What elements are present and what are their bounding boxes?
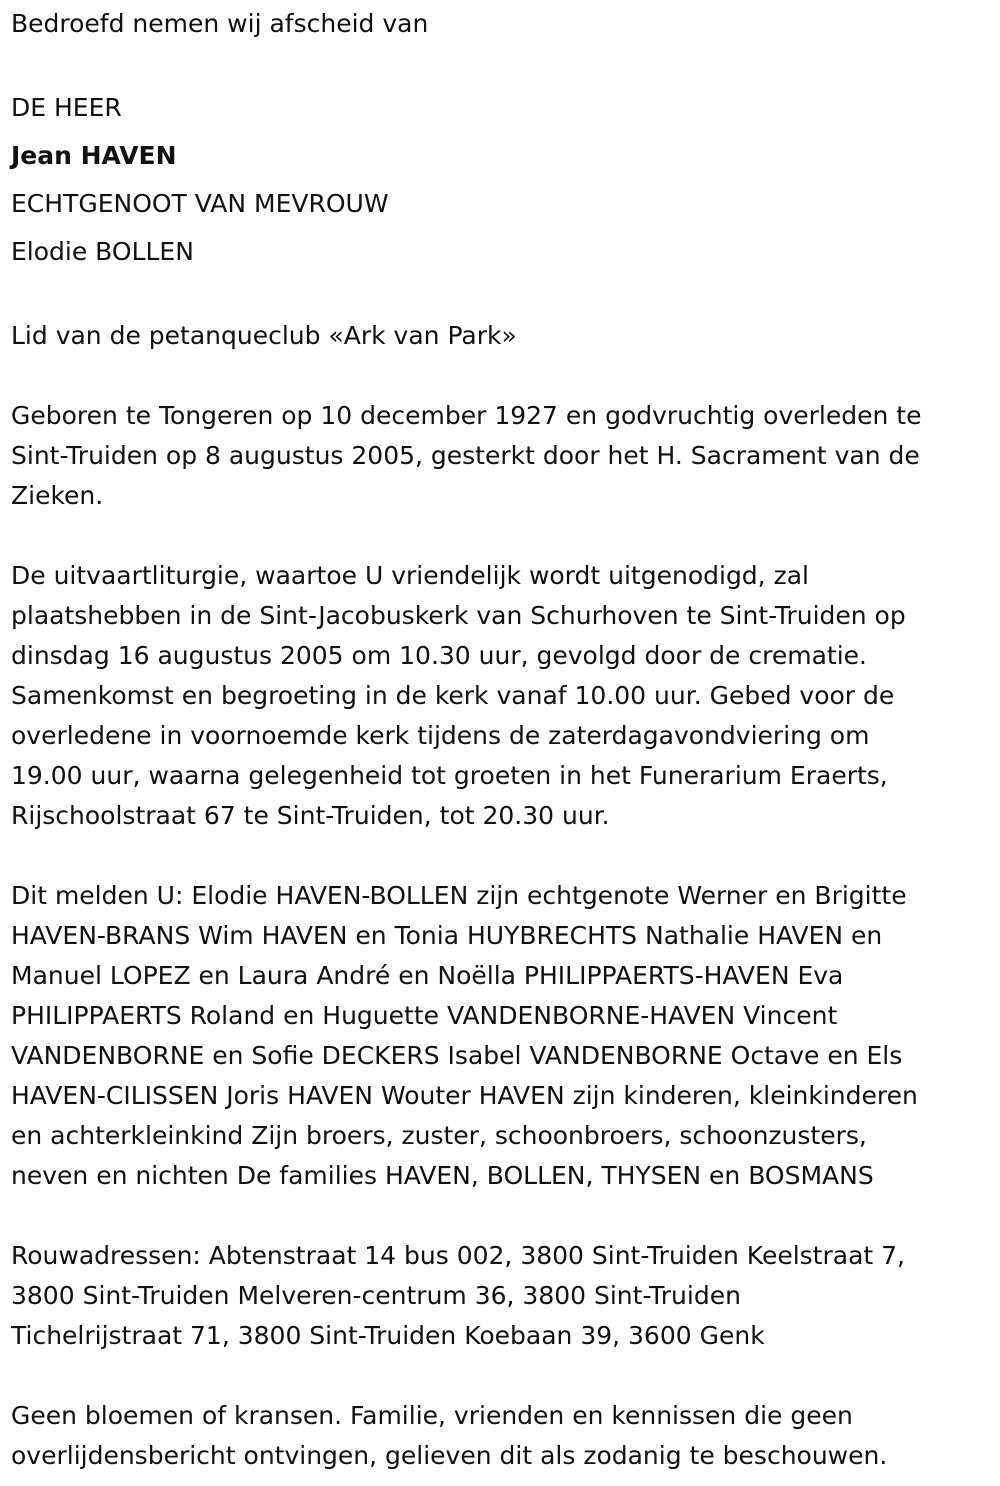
funeral-paragraph: De uitvaartliturgie, waartoe U vriendelijk wordt uitgenodigd, zal plaatshebben in de Sint-Jacobuskerk van Schurhoven te Sint-Truiden op dinsdag 16 augustus 2005 om 10.30 uur, gevolgd door de crematie. Samenkomst en begroeting in de kerk vanaf 10.00 uur. Gebed voor de overledene in voornoemde kerk tijdens de zaterdagavondviering om 19.00 uur, waarna gelegenheid tot groeten in het Funerarium Eraerts, Rijschoolstraat 67 te Sint-Truiden, tot 20.30 uur. — [11, 561, 906, 830]
addresses-paragraph: Rouwadressen: Abtenstraat 14 bus 002, 3800 Sint-Truiden Keelstraat 7, 3800 Sint-Truiden Melveren-centrum 36, 3800 Sint-Truiden Tichelrijstraat 71, 3800 Sint-Truiden Koebaan 39, 3600 Genk — [11, 1241, 905, 1350]
intro-text: Bedroefd nemen wij afscheid van — [11, 9, 429, 38]
deceased-name: Jean HAVEN — [11, 141, 177, 170]
honorific-title: DE HEER — [11, 93, 122, 122]
club-membership: Lid van de petanqueclub «Ark van Park» — [11, 321, 517, 350]
spouse-relation: ECHTGENOOT VAN MEVROUW — [11, 189, 389, 218]
closing-paragraph: Geen bloemen of kransen. Familie, vrienden en kennissen die geen overlijdensbericht ontvingen, gelieven dit als zodanig te beschouwen. — [11, 1401, 888, 1470]
birth-death-paragraph: Geboren te Tongeren op 10 december 1927 en godvruchtig overleden te Sint-Truiden op 8 augustus 2005, gesterkt door het H. Sacrament van de Zieken. — [11, 401, 922, 510]
family-paragraph: Dit melden U: Elodie HAVEN-BOLLEN zijn echtgenote Werner en Brigitte HAVEN-BRANS Wim HAVEN en Tonia HUYBRECHTS Nathalie HAVEN en Manuel LOPEZ en Laura André en Noëlla PHILIPPAERTS-HAVEN Eva PHILIPPAERTS Roland en Huguette VANDENBORNE-HAVEN Vincent VANDENBORNE en Sofie DECKERS Isabel VANDENBORNE Octave en Els HAVEN-CILISSEN Joris HAVEN Wouter HAVEN zijn kinderen, kleinkinderen en achterkleinkind Zijn broers, zuster, schoonbroers, schoonzusters, neven en nichten De families HAVEN, BOLLEN, THYSEN en BOSMANS — [11, 881, 918, 1190]
spouse-name: Elodie BOLLEN — [11, 237, 194, 266]
deceased-header — [11, 84, 990, 276]
